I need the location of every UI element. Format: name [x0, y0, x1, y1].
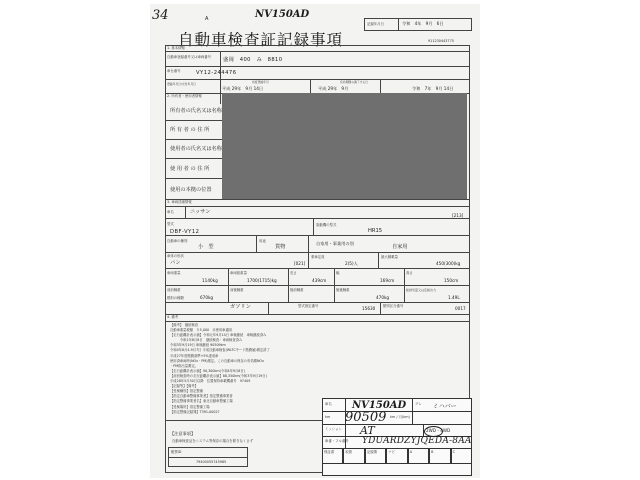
- fuel-label: 燃料の種類: [167, 296, 184, 300]
- displacement-value: 1.49L: [448, 295, 460, 300]
- engine-label: 原動機の型式: [316, 223, 337, 227]
- base-location-label: 使用の本拠の位置: [170, 187, 212, 193]
- maker-value: ニッサン: [190, 209, 211, 215]
- remarks-line: 平成28年5月30日以降 位置保持車載機番号 97409: [170, 379, 251, 384]
- record-id-value: 79400055745985: [196, 460, 227, 464]
- front-axle-label: 前前軸重: [167, 288, 181, 292]
- date-value-1: 平成 29年 9月 14日: [222, 86, 264, 91]
- capacity-value: 2(5)人: [345, 261, 358, 266]
- rear-front-axle-label: 後前軸重: [290, 288, 304, 292]
- width-label: 幅: [336, 271, 340, 275]
- body-code: [021]: [294, 261, 306, 266]
- type-approval-label: 型式指定番号: [298, 304, 319, 308]
- length-label: 長さ: [290, 271, 297, 275]
- remarks-line: 令和4年8月4-9月7日 平成自動車検査(WLTCモード燃費値)測定済了: [170, 348, 270, 353]
- date-label-1: 登録年月日/交付年月日: [167, 82, 196, 86]
- remarks-line: 【指定自動車整備事業者】指定整備事業者: [170, 394, 233, 399]
- remarks-line: 【記録等】【備考】: [170, 384, 199, 389]
- note-text: 自動車検査証をシステム等保存の場合を除きなくさず: [172, 439, 254, 443]
- section-basic-heading: 1. 基本情報: [167, 46, 185, 50]
- use-value: 貨物: [275, 244, 286, 250]
- remarks-line: 【受検場所】指定整備工場: [170, 404, 210, 409]
- issue-date-value: 令和 4年 9月 6日: [402, 21, 444, 26]
- body-value: バン: [170, 260, 181, 266]
- type-value: 小 型: [198, 244, 214, 250]
- maker-code: [213]: [452, 213, 464, 218]
- sticker-km-label: km: [325, 415, 331, 419]
- remarks-line: 使用済車両時(NOx・PM)測定。この自動車の保存の有効期NOx: [170, 358, 264, 363]
- displacement-label: 総排気量又は定格出力: [406, 288, 437, 292]
- reg-number-label: 自動車登録番号又は車両番号: [167, 55, 212, 59]
- model-value: DBF-VY12: [170, 229, 200, 235]
- issue-date-label: 記録年月日: [367, 22, 384, 26]
- section-vehicle-heading: 3. 車両詳細情報: [167, 200, 192, 204]
- sticker-grade-label: グレ: [415, 402, 422, 406]
- weight-value: 1140kg: [202, 278, 218, 283]
- maxload-value: 450(300)kg: [436, 261, 461, 266]
- remarks-line: 【指定整備事業者名】東北自動車整備工場: [170, 399, 233, 404]
- category-value: 0017: [455, 306, 466, 311]
- business-value: 自家用: [392, 244, 408, 250]
- document-id: 911230443775: [428, 39, 454, 43]
- capacity-label: 乗車定員: [311, 255, 325, 259]
- remarks-block: [170, 323, 330, 415]
- owner-address-label: 所 有 者 の 住 所: [170, 127, 210, 133]
- engine-value: HR15: [368, 228, 383, 234]
- sticker-km-unit: km / 月(km): [390, 415, 410, 419]
- maxload-label: 最大積載量: [381, 255, 398, 259]
- sticker-cell: 記録簿: [365, 448, 386, 464]
- model-code-annotation: NV150AD: [255, 9, 310, 20]
- type-label: 自動車の種別: [167, 239, 188, 243]
- date-label-2: 初度登録年月: [252, 80, 269, 84]
- height-label: 高さ: [406, 271, 413, 275]
- model-label: 型式: [167, 222, 174, 226]
- remarks-line: 【指定整備記録簿】T391-00027: [170, 409, 220, 414]
- sticker-cell: A: [408, 448, 429, 464]
- redacted-personal-info: [222, 93, 467, 199]
- sticker-drive-value: 2WD・4WD: [426, 428, 451, 433]
- weight-label: 車両重量: [167, 271, 181, 275]
- sticker-cell: 保証書: [322, 448, 343, 464]
- maker-label: 車名: [167, 210, 174, 214]
- user-name-label: 使用者の氏名又は名称: [170, 146, 222, 152]
- record-id-label: 帳票ID: [171, 450, 182, 454]
- section-remarks-heading: 4. 備考: [167, 315, 179, 319]
- gross-label: 車両総重量: [230, 271, 247, 275]
- chassis-value: VY12-244476: [196, 70, 237, 76]
- remarks-line: 【備考】 継続検査: [170, 323, 199, 327]
- type-approval-value: 15630: [362, 306, 376, 311]
- small-mark: A: [205, 16, 209, 22]
- height-value: 150cm: [444, 278, 459, 283]
- remarks-line: 平成27年度燃費基準+5%達成車: [170, 353, 219, 358]
- sticker-chassis-value: YDUARDZYJQEDA-8AA: [362, 436, 472, 446]
- sticker-bottom-row: [322, 448, 472, 464]
- sticker-grade-value: ミハバー: [432, 403, 457, 410]
- owner-name-label: 所有者の氏名又は名称: [170, 108, 222, 114]
- use-label: 用途: [259, 239, 266, 243]
- fuel-value: ガソリン: [230, 304, 251, 310]
- sticker-cell: ナビ: [386, 448, 407, 464]
- remarks-line: 【走行距離計表示値】令和元年9月14日 車検継続 車検継続済み: [170, 333, 267, 338]
- date-value-3: 令和 7年 9月 14日: [412, 86, 454, 91]
- remarks-line: 【走行距離計表示値】90,300km(令和4年9月6日): [170, 368, 245, 373]
- sticker-cell: C: [451, 448, 472, 464]
- section-owner-heading: 2. 所有者・使用者情報: [167, 94, 202, 98]
- date-value-2: 平成 29年 9月: [318, 86, 349, 91]
- sticker-mission-label: ミッション: [325, 427, 342, 431]
- width-value: 169cm: [380, 278, 395, 283]
- front-rear-axle-label: 前後軸重: [230, 288, 244, 292]
- sticker-mission-value: AT: [360, 424, 375, 437]
- body-label: 車体の形状: [167, 254, 184, 258]
- page-title: 自動車検査証記録事項: [178, 31, 344, 49]
- remarks-line: 令和1年8月8日 継続検査・車両検査済み: [170, 338, 243, 343]
- remarks-line: 【前回検査時の走行距離計表示値】88,350km(令和3年9月19日): [170, 373, 267, 378]
- gross-value: 1700(1715)kg: [247, 278, 277, 283]
- remarks-line: 【受検種別】指定整備: [170, 389, 203, 394]
- category-label: 類別区分番号: [383, 304, 404, 308]
- remarks-line: ・PM排出量測定。: [170, 363, 198, 368]
- chassis-label: 車台番号: [167, 69, 181, 73]
- sticker-chassis-label: 車番・フル番号: [325, 439, 349, 443]
- user-address-label: 使 用 者 の 住 所: [170, 166, 210, 172]
- sticker-model-label: 車名: [325, 402, 332, 406]
- doc-number-annotation: 34: [152, 8, 169, 23]
- note-label: 【注意事項】: [170, 431, 196, 436]
- business-label: 自家用・事業用の別: [316, 241, 354, 246]
- sticker-cell: B: [429, 448, 450, 464]
- reg-number-value: 盛岡 400 み 8810: [223, 57, 283, 63]
- front-axle-value: 670kg: [200, 295, 214, 300]
- rear-rear-axle-label: 後後軸重: [336, 288, 350, 292]
- sticker-km-value: 90509: [345, 410, 387, 425]
- remarks-line: 令和3年9月19日 車検継続 90509km: [170, 343, 226, 348]
- remarks-line: 自動車重量税額 ￥5,000 未使用車適用: [170, 328, 233, 333]
- length-value: 439cm: [312, 278, 327, 283]
- date-label-3: 有効期間の満了する日: [340, 80, 368, 84]
- sticker-model-value: NV150AD: [352, 400, 407, 411]
- sticker-cell: 取扱: [343, 448, 364, 464]
- rear-rear-axle-value: 470kg: [376, 295, 390, 300]
